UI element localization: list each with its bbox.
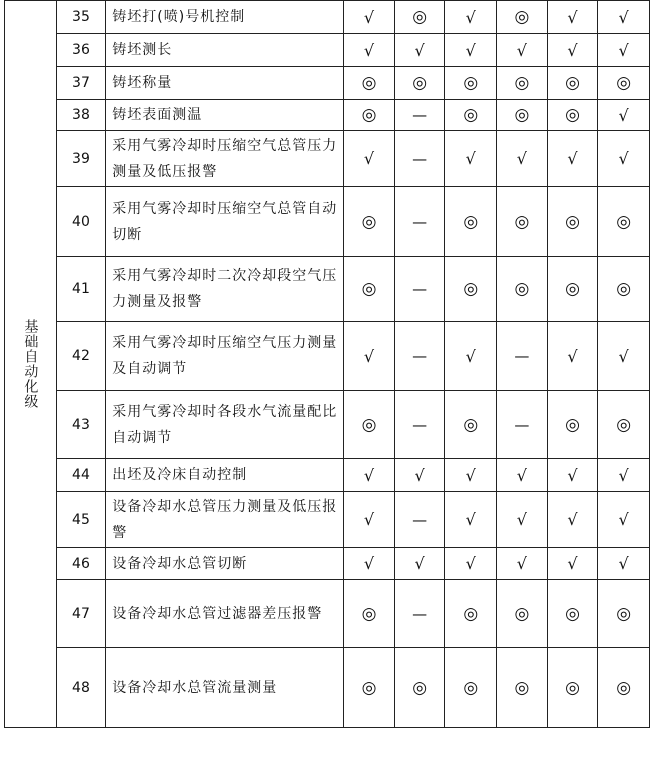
check-mark: √: [465, 510, 476, 529]
check-mark: √: [363, 465, 375, 485]
item-description: 铸坯表面测温: [106, 100, 344, 131]
double-circle-mark: ◎: [412, 7, 428, 27]
mark-cell: [394, 100, 445, 131]
item-description: 铸坯称量: [106, 67, 344, 100]
mark-cell: [547, 187, 598, 257]
mark-cell: [344, 1, 395, 34]
double-circle-mark: ◎: [463, 677, 479, 698]
mark-cell: [445, 187, 497, 257]
check-mark: √: [618, 7, 629, 27]
double-circle-mark: ◎: [514, 677, 530, 698]
table-row: [5, 548, 650, 580]
row-number: 42: [56, 322, 106, 391]
mark-cell: [445, 1, 497, 34]
double-circle-mark: ◎: [616, 73, 632, 93]
mark-cell: [598, 34, 650, 67]
item-description: 设备冷却水总管压力测量及低压报警: [106, 492, 344, 548]
check-mark: √: [516, 40, 527, 60]
mark-cell: [547, 548, 598, 580]
item-description: 出坯及冷床自动控制: [106, 459, 344, 492]
double-circle-mark: ◎: [463, 279, 479, 299]
mark-cell: [344, 187, 395, 257]
mark-cell: [547, 1, 598, 34]
mark-cell: [394, 548, 445, 580]
mark-cell: [344, 580, 395, 648]
row-number: 39: [56, 131, 106, 187]
dash-mark: —: [412, 280, 428, 298]
mark-cell: [344, 459, 395, 492]
table-row: [5, 131, 650, 187]
mark-cell: [497, 67, 548, 100]
mark-cell: [497, 322, 548, 391]
check-mark: √: [567, 346, 578, 366]
check-mark: √: [516, 554, 527, 573]
check-mark: √: [567, 7, 578, 27]
check-mark: √: [567, 40, 578, 60]
double-circle-mark: ◎: [565, 211, 580, 232]
mark-cell: [445, 322, 497, 391]
mark-cell: [497, 548, 548, 580]
mark-cell: [547, 67, 598, 100]
check-mark: √: [567, 510, 578, 529]
dash-mark: —: [412, 604, 428, 623]
row-number: 38: [56, 100, 106, 131]
mark-cell: [497, 459, 548, 492]
mark-cell: [445, 648, 497, 728]
mark-cell: [598, 100, 650, 131]
double-circle-mark: ◎: [361, 603, 377, 624]
check-mark: √: [414, 40, 425, 60]
dash-mark: —: [412, 347, 428, 365]
dash-mark: —: [412, 510, 428, 529]
mark-cell: [445, 548, 497, 580]
mark-cell: [598, 187, 650, 257]
mark-cell: [344, 391, 395, 459]
table-row: [5, 322, 650, 391]
mark-cell: [547, 648, 598, 728]
check-mark: √: [414, 465, 425, 485]
mark-cell: [497, 187, 548, 257]
check-mark: √: [516, 149, 527, 168]
mark-cell: [547, 257, 598, 322]
item-description: 设备冷却水总管过滤器差压报警: [106, 580, 344, 648]
mark-cell: [344, 34, 395, 67]
mark-cell: [497, 257, 548, 322]
mark-cell: [344, 131, 395, 187]
mark-cell: [344, 492, 395, 548]
double-circle-mark: ◎: [616, 414, 632, 435]
mark-cell: [394, 1, 445, 34]
check-mark: √: [516, 465, 527, 485]
item-description: 采用气雾冷却时各段水气流量配比自动调节: [106, 391, 344, 459]
mark-cell: [445, 391, 497, 459]
mark-cell: [394, 492, 445, 548]
check-mark: √: [516, 510, 527, 529]
mark-cell: [547, 391, 598, 459]
mark-cell: [344, 322, 395, 391]
mark-cell: [394, 391, 445, 459]
check-mark: √: [618, 149, 629, 168]
check-mark: √: [618, 40, 629, 60]
mark-cell: [394, 322, 445, 391]
check-mark: √: [363, 149, 375, 168]
check-mark: √: [363, 510, 375, 529]
mark-cell: [445, 459, 497, 492]
mark-cell: [344, 100, 395, 131]
mark-cell: [394, 34, 445, 67]
table-row: [5, 648, 650, 728]
double-circle-mark: ◎: [463, 105, 479, 125]
dash-mark: —: [514, 415, 530, 434]
check-mark: √: [363, 7, 375, 27]
check-mark: √: [618, 465, 629, 485]
double-circle-mark: ◎: [514, 603, 530, 624]
dash-mark: —: [514, 347, 530, 365]
automation-spec-table: [4, 0, 650, 728]
check-mark: √: [618, 510, 629, 529]
mark-cell: [394, 187, 445, 257]
table-row: [5, 34, 650, 67]
mark-cell: [394, 580, 445, 648]
check-mark: √: [618, 554, 629, 573]
mark-cell: [598, 131, 650, 187]
double-circle-mark: ◎: [361, 677, 377, 698]
mark-cell: [598, 391, 650, 459]
row-number: 48: [56, 648, 106, 728]
mark-cell: [445, 131, 497, 187]
mark-cell: [598, 492, 650, 548]
check-mark: √: [465, 40, 476, 60]
mark-cell: [497, 1, 548, 34]
double-circle-mark: ◎: [514, 73, 530, 93]
check-mark: √: [567, 554, 578, 573]
table-body: [5, 1, 650, 728]
check-mark: √: [567, 149, 578, 168]
mark-cell: [497, 131, 548, 187]
double-circle-mark: ◎: [514, 105, 530, 125]
mark-cell: [445, 100, 497, 131]
dash-mark: —: [412, 149, 428, 168]
mark-cell: [394, 67, 445, 100]
table-row: [5, 580, 650, 648]
check-mark: √: [618, 346, 629, 366]
row-number: 37: [56, 67, 106, 100]
mark-cell: [497, 391, 548, 459]
table-row: [5, 459, 650, 492]
check-mark: √: [465, 554, 476, 573]
dash-mark: —: [412, 415, 428, 434]
mark-cell: [598, 67, 650, 100]
row-number: 46: [56, 548, 106, 580]
mark-cell: [344, 648, 395, 728]
double-circle-mark: ◎: [565, 73, 580, 93]
item-description: 采用气雾冷却时二次冷却段空气压力测量及报警: [106, 257, 344, 322]
mark-cell: [598, 257, 650, 322]
check-mark: √: [465, 7, 476, 27]
double-circle-mark: ◎: [412, 677, 428, 698]
mark-cell: [394, 648, 445, 728]
check-mark: √: [465, 346, 476, 366]
check-mark: √: [465, 149, 476, 168]
double-circle-mark: ◎: [616, 211, 632, 232]
double-circle-mark: ◎: [463, 211, 479, 232]
double-circle-mark: ◎: [565, 279, 580, 299]
double-circle-mark: ◎: [361, 105, 377, 125]
mark-cell: [445, 492, 497, 548]
double-circle-mark: ◎: [565, 603, 580, 624]
mark-cell: [394, 131, 445, 187]
double-circle-mark: ◎: [361, 279, 377, 299]
double-circle-mark: ◎: [565, 677, 580, 698]
row-number: 35: [56, 1, 106, 34]
row-number: 44: [56, 459, 106, 492]
mark-cell: [445, 34, 497, 67]
table-row: [5, 1, 650, 34]
row-number: 36: [56, 34, 106, 67]
mark-cell: [547, 34, 598, 67]
mark-cell: [497, 492, 548, 548]
double-circle-mark: ◎: [514, 211, 530, 232]
dash-mark: —: [412, 106, 428, 124]
item-description: 设备冷却水总管流量测量: [106, 648, 344, 728]
table-row: [5, 257, 650, 322]
mark-cell: [547, 492, 598, 548]
item-description: 设备冷却水总管切断: [106, 548, 344, 580]
double-circle-mark: ◎: [616, 677, 632, 698]
double-circle-mark: ◎: [361, 211, 377, 232]
mark-cell: [394, 459, 445, 492]
item-description: 采用气雾冷却时压缩空气总管压力测量及低压报警: [106, 131, 344, 187]
row-number: 43: [56, 391, 106, 459]
table-row: [5, 187, 650, 257]
item-description: 铸坯测长: [106, 34, 344, 67]
mark-cell: [497, 580, 548, 648]
double-circle-mark: ◎: [514, 279, 530, 299]
mark-cell: [445, 67, 497, 100]
mark-cell: [394, 257, 445, 322]
mark-cell: [547, 580, 598, 648]
mark-cell: [344, 548, 395, 580]
check-mark: √: [363, 554, 375, 573]
double-circle-mark: ◎: [565, 105, 580, 125]
check-mark: √: [618, 105, 629, 125]
item-description: 采用气雾冷却时压缩空气总管自动切断: [106, 187, 344, 257]
check-mark: √: [363, 346, 375, 366]
mark-cell: [598, 459, 650, 492]
double-circle-mark: ◎: [616, 279, 632, 299]
check-mark: √: [363, 40, 375, 60]
double-circle-mark: ◎: [463, 73, 479, 93]
double-circle-mark: ◎: [616, 603, 632, 624]
double-circle-mark: ◎: [361, 414, 377, 435]
table-row: [5, 492, 650, 548]
row-number: 40: [56, 187, 106, 257]
mark-cell: [598, 548, 650, 580]
mark-cell: [598, 580, 650, 648]
check-mark: √: [465, 465, 476, 485]
table-row: [5, 100, 650, 131]
mark-cell: [497, 648, 548, 728]
row-number: 45: [56, 492, 106, 548]
check-mark: √: [414, 554, 425, 573]
mark-cell: [598, 1, 650, 34]
mark-cell: [598, 322, 650, 391]
row-number: 41: [56, 257, 106, 322]
mark-cell: [547, 100, 598, 131]
double-circle-mark: ◎: [514, 7, 530, 27]
double-circle-mark: ◎: [412, 73, 428, 93]
double-circle-mark: ◎: [463, 603, 479, 624]
mark-cell: [547, 459, 598, 492]
item-description: 采用气雾冷却时压缩空气压力测量及自动调节: [106, 322, 344, 391]
row-number: 47: [56, 580, 106, 648]
mark-cell: [547, 131, 598, 187]
mark-cell: [445, 580, 497, 648]
mark-cell: [344, 67, 395, 100]
check-mark: √: [567, 465, 578, 485]
category-cell: 基础自动化级: [5, 1, 57, 728]
double-circle-mark: ◎: [463, 414, 479, 435]
mark-cell: [497, 100, 548, 131]
mark-cell: [445, 257, 497, 322]
mark-cell: [598, 648, 650, 728]
mark-cell: [547, 322, 598, 391]
table-row: [5, 67, 650, 100]
double-circle-mark: ◎: [565, 414, 580, 435]
mark-cell: [344, 257, 395, 322]
dash-mark: —: [412, 212, 428, 231]
item-description: 铸坯打(喷)号机控制: [106, 1, 344, 34]
mark-cell: [497, 34, 548, 67]
table-row: [5, 391, 650, 459]
double-circle-mark: ◎: [361, 73, 377, 93]
